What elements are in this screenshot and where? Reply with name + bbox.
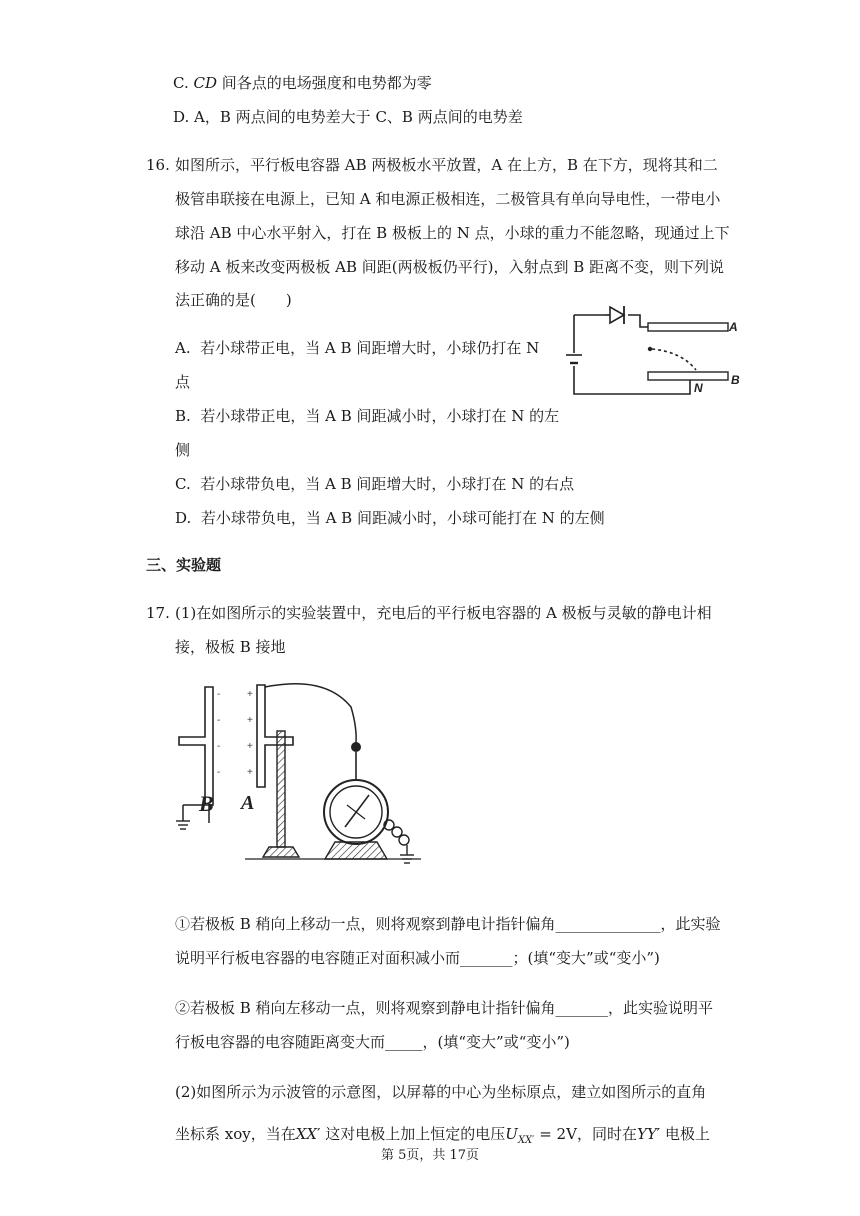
q16-stem-line: 球沿 AB 中心水平射入，打在 B 极板上的 N 点，小球的重力不能忽略，现通过上下 [175, 224, 730, 242]
electroscope-base [325, 842, 387, 859]
q16-option-a-cont: 点 [175, 373, 191, 391]
option-text: 若小球带正电，当 A B 间距增大时，小球仍打在 N [200, 339, 540, 357]
option-label: D. [173, 108, 190, 126]
charge-plus: + [247, 689, 253, 700]
charge-minus: - [217, 767, 221, 778]
q17-sub2-line: 行板电容器的电容随距离变大而_____，(填“变大”或“变小”) [175, 1033, 570, 1051]
option-label: A. [175, 339, 191, 357]
segment-cd: CD [193, 74, 218, 92]
charge-minus: - [217, 741, 221, 752]
plate-b [648, 372, 728, 380]
ball [648, 347, 652, 351]
q16-stem-line: 极管串联接在电源上，已知 A 和电源正极相连，二极管具有单向导电性，一带电小 [175, 190, 721, 208]
math-value: = 2V [534, 1125, 577, 1143]
insulating-stand [263, 731, 299, 857]
option-text: A，B 两点间的电势差大于 C、B 两点间的电势差 [194, 108, 523, 126]
option-text: 若小球带负电，当 A B 间距减小时，小球可能打在 N 的左侧 [200, 509, 605, 527]
option-text: 若小球带负电，当 A B 间距增大时，小球打在 N 的右点 [200, 475, 575, 493]
ground-icon [176, 821, 190, 829]
battery-icon [566, 355, 582, 363]
q17-intro-line: (1)在如图所示的实验装置中，充电后的平行板电容器的 A 极板与灵敏的静电计相 [175, 604, 712, 622]
text-segment: 坐标系 xoy，当在 [175, 1125, 296, 1143]
q16-stem-line: 法正确的是( ) [175, 291, 292, 309]
wire-top-right [628, 315, 648, 327]
option-text: 间各点的电场强度和电势都为零 [217, 74, 432, 92]
q16-option-b-cont: 侧 [175, 441, 191, 459]
q16-stem-line: 移动 A 板来改变两极板 AB 间距(两极板仍平行)，入射点到 B 距离不变，则下列说 [175, 258, 725, 276]
math-subscript: XX′ [517, 1135, 535, 1146]
diode-icon [605, 306, 624, 324]
charge-plus: + [247, 715, 253, 726]
label-b: B [731, 373, 740, 387]
text-segment: ，同时在 [576, 1125, 637, 1143]
plate-b-assembly [179, 687, 213, 805]
label-a: A [729, 320, 738, 334]
option-label: C. [175, 475, 191, 493]
q17-intro-line: 接，极板 B 接地 [175, 638, 286, 656]
charge-minus: - [217, 715, 221, 726]
section-title: 三、实验题 [146, 556, 222, 574]
option-label: D. [175, 509, 192, 527]
math-yy: YY [636, 1125, 657, 1143]
option-label: C. [173, 74, 189, 92]
electroscope-knob [351, 742, 361, 752]
label-a: A [241, 792, 255, 814]
q16-option-a [175, 338, 539, 358]
text-segment: ′ 这对电极上加上恒定的电压 [317, 1125, 506, 1143]
q17-sub1-line: ①若极板 B 稍向上移动一点，则将观察到静电计指针偏角______________，此实验 [175, 915, 721, 933]
electroscope-icon [324, 780, 388, 844]
ground-coil-icon [384, 820, 414, 863]
q17-number: 17. [146, 604, 170, 622]
q15-option-c [173, 73, 432, 93]
q16-option-b [175, 406, 559, 426]
q15-option-d [173, 107, 523, 127]
q17-sub2-line: ②若极板 B 稍向左移动一点，则将观察到静电计指针偏角_______，此实验说明平 [175, 999, 714, 1017]
option-label: B. [175, 407, 191, 425]
q17-sub1-line: 说明平行板电容器的电容随正对面积减小而_______；(填“变大”或“变小”) [175, 949, 660, 967]
option-text: 若小球带正电，当 A B 间距减小时，小球打在 N 的左 [200, 407, 560, 425]
q16-option-d [175, 508, 605, 528]
q17-part2-line: (2)如图所示为示波管的示意图，以屏幕的中心为坐标原点，建立如图所示的直角 [175, 1083, 707, 1101]
q16-option-c [175, 474, 574, 494]
label-n: N [694, 381, 703, 395]
charge-plus: + [247, 767, 253, 778]
plate-a-assembly [257, 685, 293, 787]
plate-a [648, 323, 728, 331]
page-footer: 第 5页，共 17页 [380, 1148, 480, 1163]
charge-minus: - [217, 689, 221, 700]
q16-number: 16. [146, 156, 170, 174]
text-segment: ′ 电极上 [656, 1125, 710, 1143]
charge-plus: + [247, 741, 253, 752]
ball-trajectory [652, 349, 696, 370]
q16-stem-line: 如图所示，平行板电容器 AB 两极板水平放置，A 在上方，B 在下方，现将其和二 [175, 156, 718, 174]
math-xx: XX [295, 1125, 318, 1143]
q17-electroscope-figure [175, 675, 425, 875]
math-u: U [505, 1125, 518, 1143]
label-b: B [199, 791, 214, 816]
q16-circuit-figure [560, 300, 750, 400]
